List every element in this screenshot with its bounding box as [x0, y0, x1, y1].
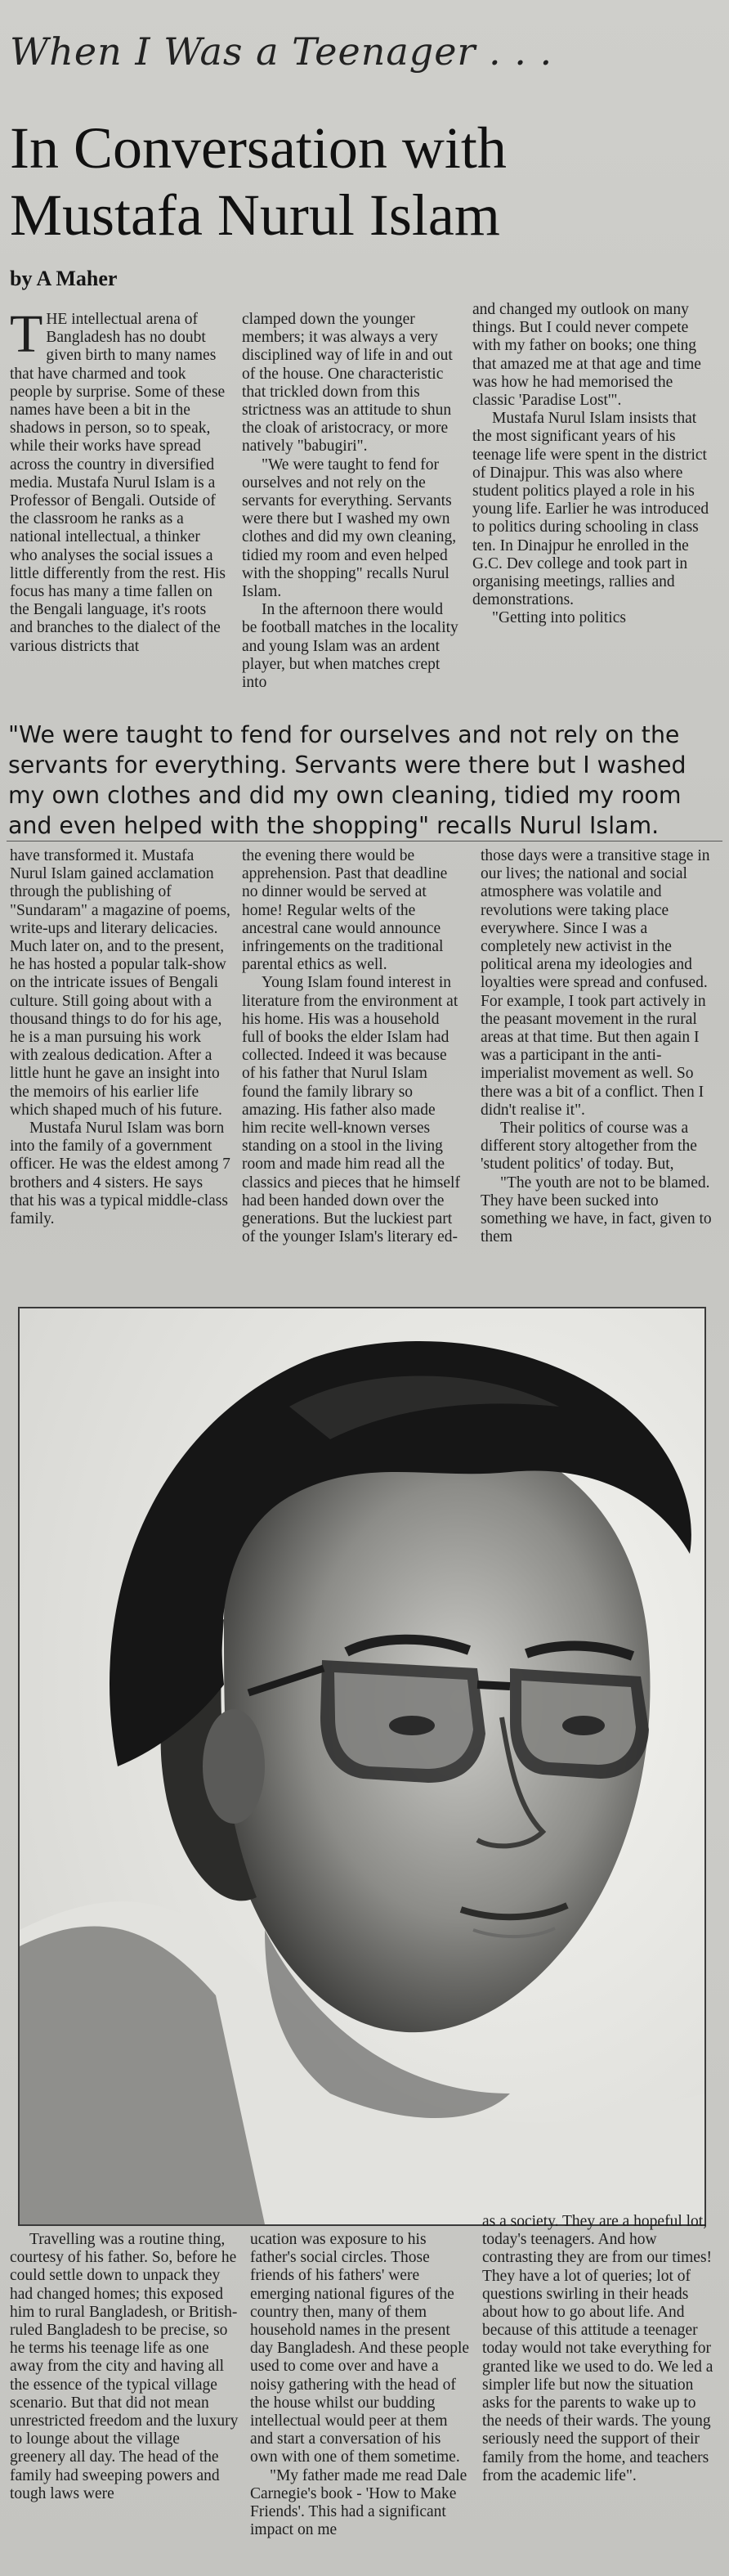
- paragraph: the evening there would be apprehension. Past that deadline no dinner would be served at home! Regular welts of the ancestral cane would announce infringements on the traditional parental ethics as well.: [242, 847, 448, 974]
- column-3-top: [472, 301, 716, 628]
- paragraph: and changed my outlook on many things. But I could never compete with my father on books; one thing that amazed me at that age and time was how he had memorised the classic 'Paradise Lost'".: [472, 301, 701, 410]
- pull-quote: "We were taught to fend for ourselves and not rely on the servants for everything. Servants were there but I washed my own clothes and did my own cleaning, tidied my room and even helped with the shopping" recalls Nurul Islam.: [8, 721, 687, 839]
- paragraph: those days were a transitive stage in our lives; the national and social atmosphere was volatile and revolutions were taking place everywhere. Since I was a completely new activist in the political arena my ideologies and loyalties were spread and confused. For example, I took part actively in the peasant movement in the rural areas at that time. But then again I was a participant in the anti-imperialist movement as well. So there was a bit of a conflict. Then I didn't realise it".: [481, 847, 710, 1119]
- portrait-photo: [18, 1307, 706, 2226]
- drop-cap: T: [10, 304, 43, 364]
- column-2-mid: [242, 847, 461, 1246]
- paragraph: "Getting into politics: [492, 609, 626, 627]
- section-kicker: When I Was a Teenager . . .: [10, 29, 553, 74]
- paragraph: Mustafa Nurul Islam insists that the most significant years of his teenage life were spent in the district of Dinajpur. This was also where student politics played a role in his young life. Earlier he was introduced to politics during schooling in class ten. In Dinajpur he enrolled in the G.C. Dev college and took part in organising meetings, rallies and demonstrations.: [472, 410, 709, 609]
- paragraph: as a society. They are a hopeful lot, today's teenagers. And how contrasting they are from our times! They have a lot of queries; lot of questions swirling in their heads about how to go about life. And because of this attitude a teenager today would not take everything for granted like we used to do. We led a simpler life but now the situation asks for the parents to wake up to the needs of their wards. The young seriously need the support of their family from the home, and teachers from the academic life".: [482, 2213, 713, 2484]
- paragraph: "We were taught to fend for ourselves and not rely on the servants for everything. Servants were there but I washed my own clothes and did my own cleaning, tidied my room and even helped with the shopping" recalls Nurul Islam.: [242, 456, 457, 601]
- column-2-bottom: [250, 2231, 471, 2539]
- paragraph: Young Islam found interest in literature from the environment at his home. His was a household full of books the elder Islam had collected. Indeed it was because of his father that Nurul Islam found the family library so amazing. His father also made him recite well-known verses standing on a stool in the living room and made him read all the classics and pieces that he himself had been handed down over the generations. But the luckiest part of the younger Islam's literary ed-: [242, 974, 460, 1246]
- column-1-top: [10, 304, 230, 656]
- paragraph: "The youth are not to be blamed. They have been sucked into something we have, in fact, given to them: [481, 1174, 712, 1246]
- intro-paragraph: [10, 304, 230, 656]
- paragraph: In the afternoon there would be football matches in the locality and young Islam was an ardent player, but when matches crept into: [242, 601, 458, 692]
- intro-text: HE intellectual arena of Bangladesh has no doubt given birth to many names that have charmed and took people by surprise. Some of these names have been a bit in the shadows in person, so to speak, while their works have spread across the country in diversified media. Mustafa Nurul Islam is a Professor of Bengali. Outside of the classroom he ranks as a national intellectual, a thinker who analyses the social issues a little differently from the rest. His focus has many a time fallen on the Bengali language, it's roots and branches to the dialect of the various districts that: [10, 311, 226, 655]
- column-1-mid: [10, 847, 230, 1228]
- column-3-bottom: [482, 2213, 719, 2485]
- column-1-bottom: [10, 2231, 239, 2503]
- column-3-mid: [481, 847, 718, 1246]
- paragraph: clamped down the younger members; it was always a very disciplined way of life in and out of the house. One characteristic that trickled down from this strictness was an attitude to shun the cloak of aristocracy, or more natively "babugiri".: [242, 311, 453, 456]
- paragraph: ucation was exposure to his father's social circles. Those friends of his fathers' were emerging national figures of the country then, many of them household names in the present day Bangladesh. And these people used to come over and have a noisy gathering with the head of the house whilst our budding intellectual would peer at them and start a conversation of his own with one of them sometime.: [250, 2231, 470, 2466]
- column-2-top: [242, 311, 461, 692]
- portrait-illustration: [20, 1308, 704, 2224]
- paragraph: Mustafa Nurul Islam was born into the family of a government officer. He was the eldest among 7 brothers and 4 sisters. He says that his was a typical middle-class family.: [10, 1120, 230, 1228]
- paragraph: Travelling was a routine thing, courtesy of his father. So, before he could settle down to unpack they had changed homes; this exposed him to rural Bangladesh, or British-ruled Bangladesh to be precise, so he terms his teenage life as one away from the city and having all the essence of the typical village scenario. But that did not mean unrestricted freedom and the luxury to lounge about the village greenery all day. The head of the family had sweeping powers and tough laws were: [10, 2231, 239, 2502]
- article-byline: by A Maher: [10, 267, 118, 290]
- paragraph: have transformed it. Mustafa Nurul Islam gained acclamation through the publishing of "Sundaram" a magazine of poems, write-ups and literary delicacies. Much later on, and to the present, he has hosted a popular talk-show on the intricate issues of Bengali culture. Still going about with a thousand things to do for his age, he is a man pursuing his work with zealous dedication. After a little hunt he gave an insight into the memoirs of his earlier life which shaped much of his future.: [10, 847, 230, 1119]
- paragraph: Their politics of course was a different story altogether from the 'student politics' of today. But,: [481, 1120, 697, 1174]
- article-headline: In Conversation with Mustafa Nurul Islam: [10, 115, 507, 248]
- paragraph: "My father made me read Dale Carnegie's book - 'How to Make Friends'. This had a significant impact on me: [250, 2466, 467, 2539]
